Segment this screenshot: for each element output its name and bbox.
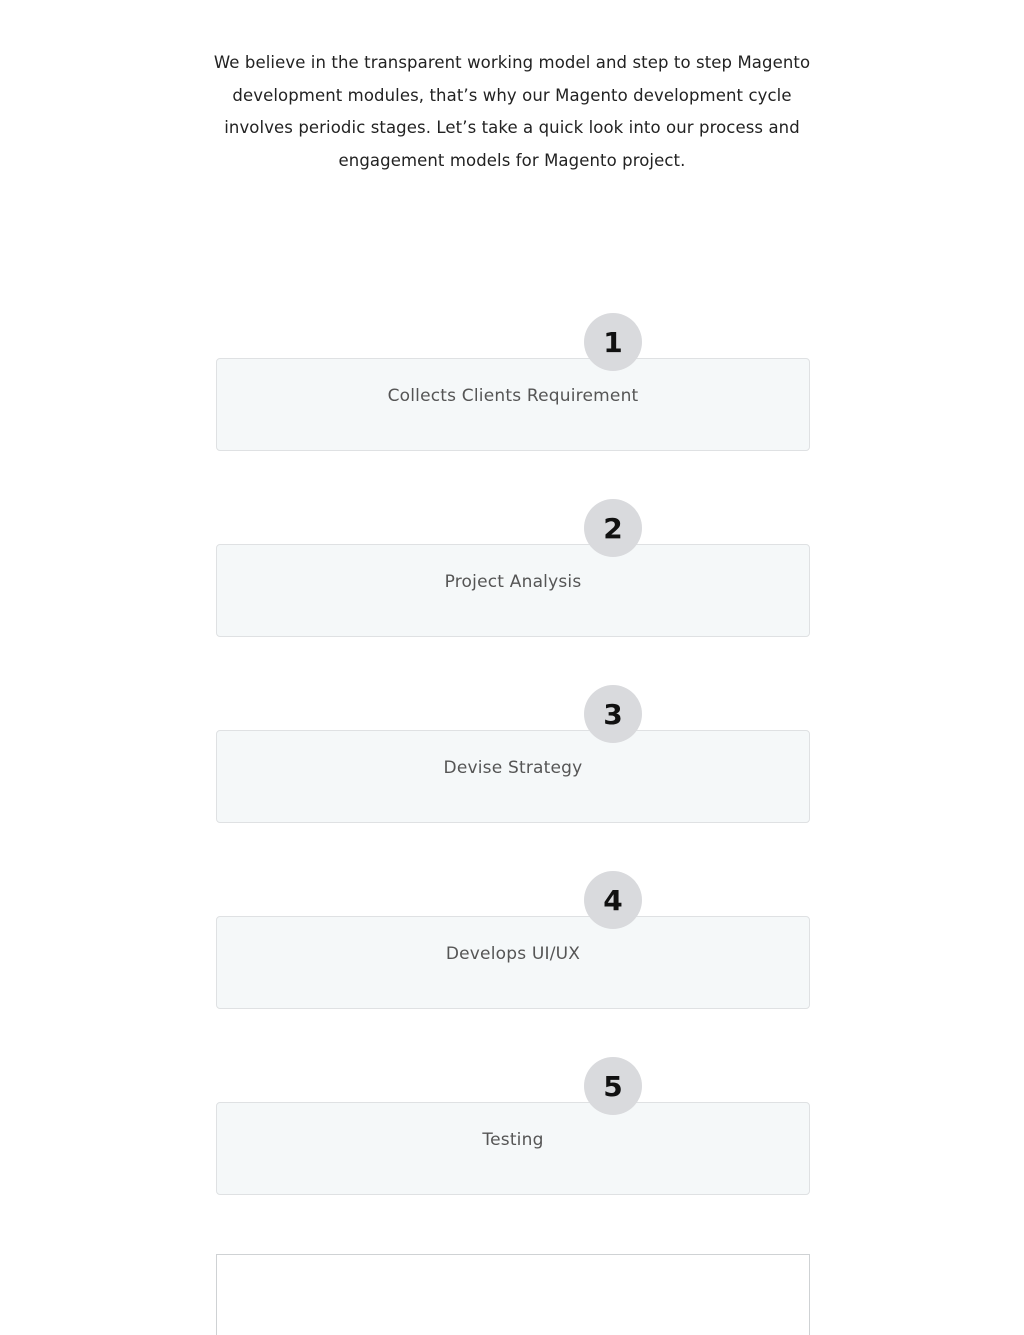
step-label: Project Analysis bbox=[444, 572, 582, 592]
process-step-3 bbox=[216, 685, 810, 823]
step-number-badge: 4 bbox=[584, 871, 642, 929]
step-number-badge: 3 bbox=[584, 685, 642, 743]
step-label: Collects Clients Requirement bbox=[387, 386, 639, 406]
process-step-5 bbox=[216, 1057, 810, 1195]
step-number-badge: 2 bbox=[584, 499, 642, 557]
step-card bbox=[216, 730, 810, 823]
step-label: Testing bbox=[482, 1130, 544, 1150]
process-step-1 bbox=[216, 313, 810, 451]
step-card bbox=[216, 916, 810, 1009]
step-card bbox=[216, 358, 810, 451]
next-section-card bbox=[216, 1254, 810, 1335]
step-label: Devise Strategy bbox=[443, 758, 583, 778]
intro-paragraph: We believe in the transparent working model and step to step Magento development modules, that’s why our Magento development cycle involves periodic stages. Let’s take a quick look into our process and engagement models for Magento project. bbox=[213, 53, 811, 171]
step-number-badge: 5 bbox=[584, 1057, 642, 1115]
step-card bbox=[216, 544, 810, 637]
step-label: Develops UI/UX bbox=[445, 944, 581, 964]
step-number-badge: 1 bbox=[584, 313, 642, 371]
step-card bbox=[216, 1102, 810, 1195]
process-step-2 bbox=[216, 499, 810, 637]
process-step-4 bbox=[216, 871, 810, 1009]
